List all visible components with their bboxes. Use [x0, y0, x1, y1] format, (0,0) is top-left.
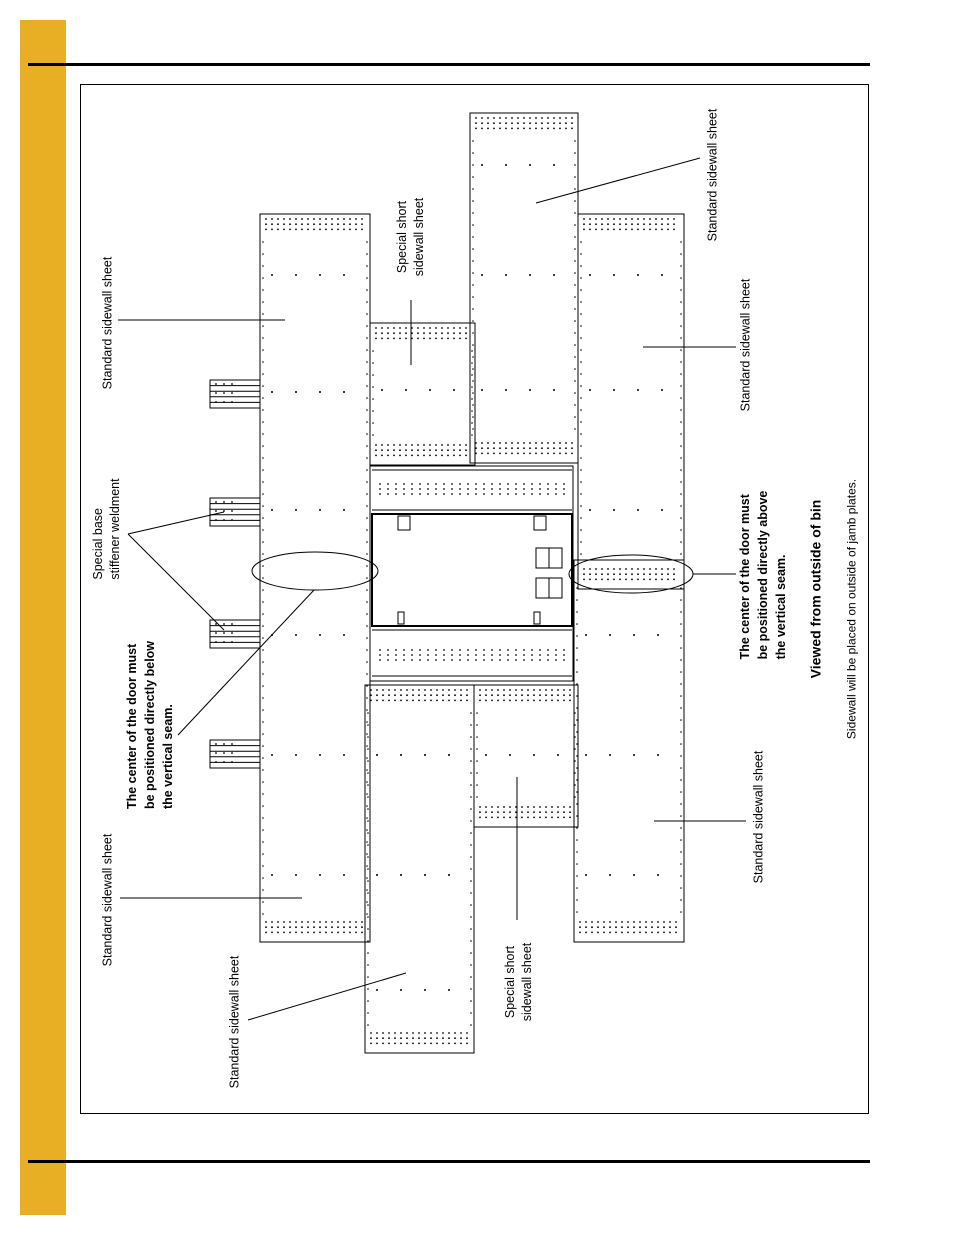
label-standard-sheet-left-top: Standard sidewall sheet: [100, 256, 115, 390]
seam-ellipse-left: [252, 552, 378, 590]
label-line: sidewall sheet: [520, 942, 534, 1022]
note-line: The center of the door must: [125, 643, 139, 810]
door-frame: [370, 466, 573, 681]
note-line: be positioned directly below: [143, 640, 157, 810]
label-special-short-bottom: [502, 943, 536, 1022]
sidewall-sheet: [574, 560, 684, 942]
footnote: Sidewall will be placed on outside of jamb plates.: [844, 478, 859, 740]
door-hinge: [534, 612, 540, 624]
note-line: be positioned directly above: [756, 490, 770, 660]
label-standard-sheet-right-bottom: Standard sidewall sheet: [751, 750, 766, 884]
base-stiffener-weldment: [210, 498, 260, 526]
door-hinge: [534, 516, 546, 530]
label-special-base: [90, 478, 124, 579]
sidewall-sheet: [578, 214, 684, 589]
note-line: the vertical seam.: [774, 554, 788, 660]
view-title: Viewed from outside of bin: [807, 499, 824, 679]
base-stiffener-weldment: [210, 380, 260, 408]
label-line: Special short: [503, 945, 517, 1019]
sidewall-sheet: [260, 214, 370, 942]
label-standard-sheet-bottom-left: Standard sidewall sheet: [227, 955, 242, 1089]
sidewall-sheet: [370, 323, 475, 465]
label-line: Special base: [91, 508, 105, 580]
door-hinge: [398, 612, 404, 624]
door-hinge: [398, 516, 410, 530]
leader-line: [248, 973, 406, 1020]
label-line: stiffener weldment: [108, 478, 122, 580]
note-door-above-seam: [736, 491, 790, 660]
leader-line: [128, 534, 224, 630]
label-standard-sheet-top-right: Standard sidewall sheet: [705, 108, 720, 242]
note-door-below-seam: [123, 641, 177, 809]
label-special-short-top: [394, 198, 428, 277]
leader-line: [536, 158, 700, 203]
base-stiffener-weldment: [210, 740, 260, 768]
label-standard-sheet-left-bottom: Standard sidewall sheet: [100, 833, 115, 967]
label-standard-sheet-right-mid: Standard sidewall sheet: [738, 278, 753, 412]
door-panel: [372, 514, 572, 626]
sidewall-sheet: [470, 113, 578, 463]
sidewall-sheet: [474, 685, 578, 827]
sidewall-sheet: [365, 685, 474, 1053]
note-line: the vertical seam.: [161, 704, 175, 810]
note-line: The center of the door must: [738, 494, 752, 660]
label-line: sidewall sheet: [412, 197, 426, 277]
leader-line: [178, 590, 314, 735]
label-line: Special short: [395, 200, 409, 274]
